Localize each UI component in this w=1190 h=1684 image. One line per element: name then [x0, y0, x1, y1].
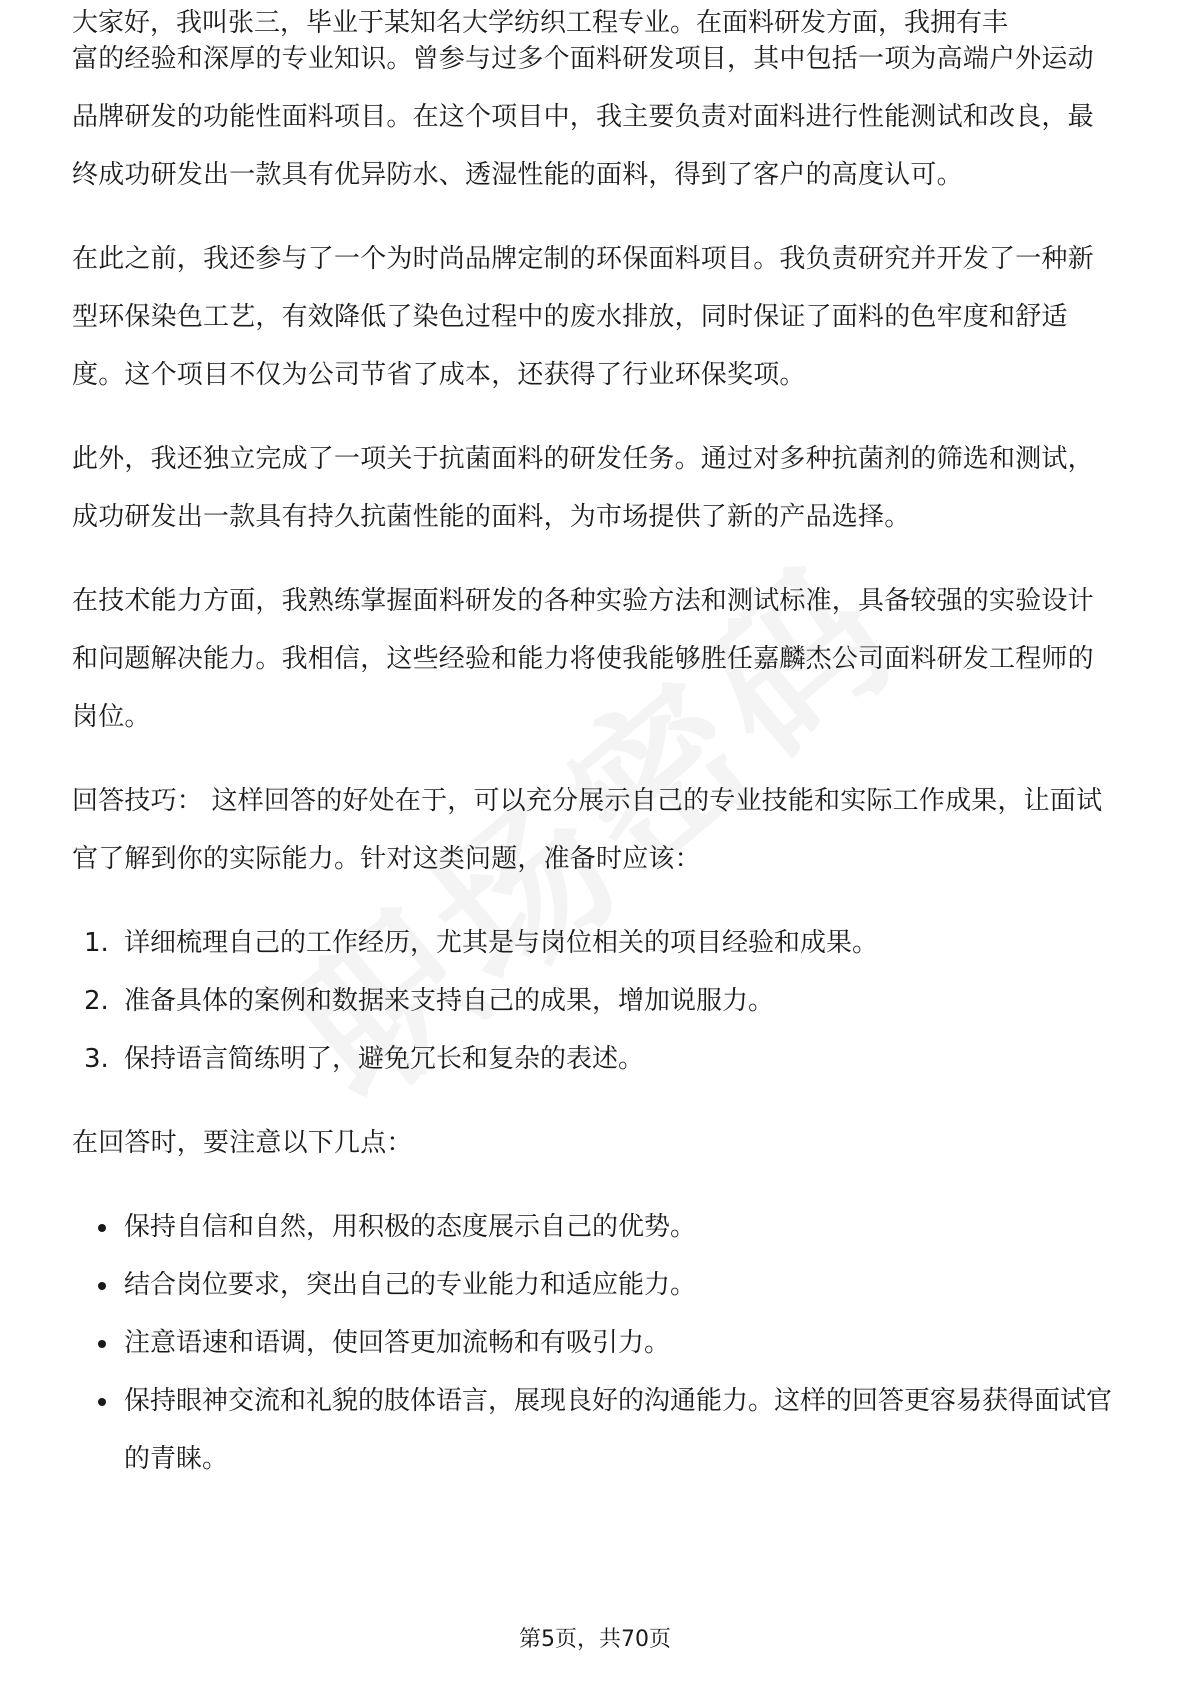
bullet-icon — [98, 1398, 106, 1406]
list-item-text: 注意语速和语调，使回答更加流畅和有吸引力。 — [124, 1328, 671, 1358]
list-item-text: 详细梳理自己的工作经历，尤其是与岗位相关的项目经验和成果。 — [124, 928, 879, 958]
bullet-icon — [98, 1340, 106, 1348]
list-item — [72, 1256, 1118, 1314]
list-item — [72, 1030, 1118, 1088]
list-item-text: 保持语言简练明了，避免冗长和复杂的表述。 — [124, 1044, 645, 1074]
paragraph-technical-ability: 在技术能力方面，我熟练掌握面料研发的各种实验方法和测试标准，具备较强的实验设计和问题解决能力。我相信，这些经验和能力将使我能够胜任嘉麟杰公司面料研发工程师的岗位。 — [72, 586, 1094, 732]
bullet-icon — [98, 1224, 106, 1232]
list-item — [72, 972, 1118, 1030]
document-body — [72, 30, 1118, 1514]
list-item-text: 保持自信和自然，用积极的态度展示自己的优势。 — [124, 1212, 697, 1242]
page-number-footer: 第5页，共70页 — [519, 1627, 671, 1652]
paragraph-eco-project: 在此之前，我还参与了一个为时尚品牌定制的环保面料项目。我负责研究并开发了一种新型环保染色工艺，有效降低了染色过程中的废水排放，同时保证了面料的色牢度和舒适度。这个项目不仅为公司节省了成本，还获得了行业环保奖项。 — [72, 244, 1094, 390]
list-item — [72, 1314, 1118, 1372]
list-item — [72, 1198, 1118, 1256]
list-item — [72, 914, 1118, 972]
list-item-text: 保持眼神交流和礼貌的肢体语言，展现良好的沟通能力。这样的回答更容易获得面试官的青睐。 — [124, 1386, 1113, 1474]
tips-bullet-list — [72, 1198, 1118, 1488]
paragraph-notes-intro: 在回答时，要注意以下几点： — [72, 1128, 413, 1158]
list-number: 2. — [84, 986, 109, 1016]
list-number: 1. — [84, 928, 109, 958]
list-item — [72, 1372, 1118, 1488]
preparation-steps-list — [72, 914, 1118, 1088]
list-item-text: 准备具体的案例和数据来支持自己的成果，增加说服力。 — [124, 986, 775, 1016]
paragraph-antibacterial: 此外，我还独立完成了一项关于抗菌面料的研发任务。通过对多种抗菌剂的筛选和测试，成功研发出一款具有持久抗菌性能的面料，为市场提供了新的产品选择。 — [72, 444, 1094, 532]
bullet-icon — [98, 1282, 106, 1290]
cut-off-top-line: 大家好，我叫张三，毕业于某知名大学纺织工程专业。在面料研发方面，我拥有丰 — [72, 8, 1009, 38]
list-number: 3. — [84, 1044, 109, 1074]
paragraph-project-experience: 富的经验和深厚的专业知识。曾参与过多个面料研发项目，其中包括一项为高端户外运动品牌研发的功能性面料项目。在这个项目中，我主要负责对面料进行性能测试和改良，最终成功研发出一款具有优异防水、透湿性能的面料，得到了客户的高度认可。 — [72, 44, 1094, 190]
list-item-text: 结合岗位要求，突出自己的专业能力和适应能力。 — [124, 1270, 697, 1300]
paragraph-answer-tips: 回答技巧： 这样回答的好处在于，可以充分展示自己的专业技能和实际工作成果，让面试官了解到你的实际能力。针对这类问题，准备时应该： — [72, 786, 1103, 874]
